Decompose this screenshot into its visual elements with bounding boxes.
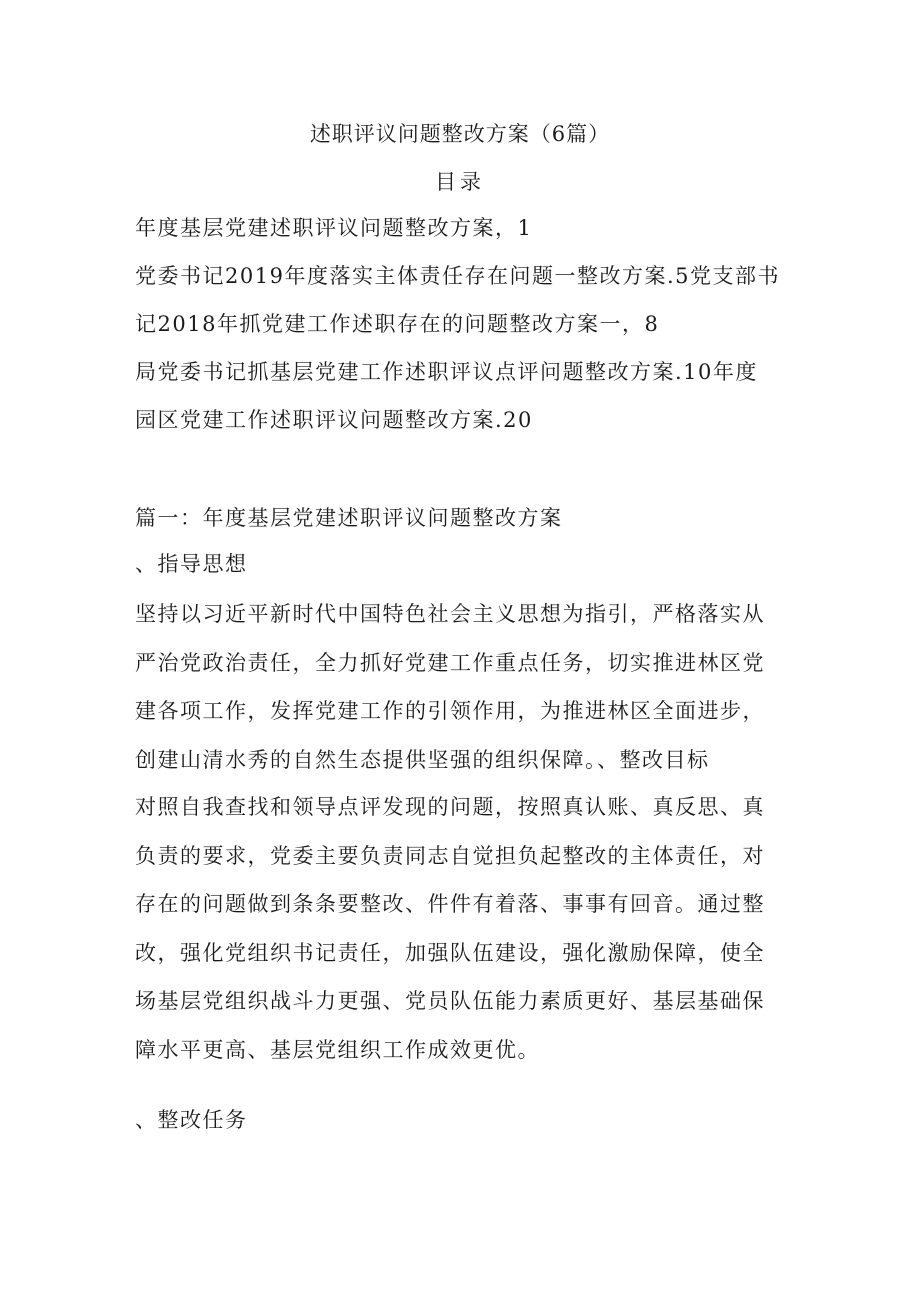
toc-line: 局党委书记抓基层党建工作述职评议点评问题整改方案.10年度 [135, 360, 758, 384]
paragraph-goals [135, 783, 795, 1074]
subheading-tasks [135, 1096, 795, 1144]
guiding-heading: 、指导思想 [135, 552, 248, 576]
paragraph-line: 场基层党组织战斗力更强、党员队伍能力素质更好、基层基础保 [135, 989, 765, 1013]
paragraph-line: 坚持以习近平新时代中国特色社会主义思想为指引，严格落实从 [135, 602, 765, 626]
paragraph-line: 存在的问题做到条条要整改、件件有着落、事事有回音。通过整 [135, 892, 765, 916]
toc-heading: 目录 [435, 170, 485, 194]
paragraph-line: 改，强化党组织书记责任，加强队伍建设，强化激励保障，使全 [135, 940, 765, 965]
document-title: 述职评议问题整改方案（6篇） [309, 122, 611, 146]
paragraph-guiding [135, 590, 795, 784]
paragraph-line: 对照自我查找和领导点评发现的问题，按照真认账、真反思、真 [135, 795, 765, 819]
paragraph-line: 创建山清水秀的自然生态提供坚强的组织保障。、整改目标 [135, 747, 710, 772]
section1-heading: 篇一：年度基层党建述职评议问题整改方案 [135, 506, 563, 530]
table-of-contents [135, 204, 795, 444]
toc-line: 园区党建工作述职评议问题整改方案.20 [135, 408, 533, 432]
toc-line: 年度基层党建述职评议问题整改方案，1 [135, 216, 533, 240]
subheading-guiding [135, 540, 795, 588]
tasks-heading: 、整改任务 [135, 1108, 248, 1132]
paragraph-line: 负责的要求，党委主要负责同志自觉担负起整改的主体责任，对 [135, 843, 765, 868]
section-heading [135, 494, 795, 542]
toc-line: 党委书记2019年度落实主体责任存在问题一整改方案.5党支部书 [135, 264, 780, 288]
toc-line: 记2018年抓党建工作述职存在的问题整改方案一，8 [135, 312, 660, 336]
paragraph-line: 建各项工作，发挥党建工作的引领作用，为推进林区全面进步， [135, 699, 765, 723]
paragraph-line: 障水平更高、基层党组织工作成效更优。 [135, 1037, 540, 1062]
paragraph-line: 严治党政治责任，全力抓好党建工作重点任务，切实推进林区党 [135, 650, 765, 675]
